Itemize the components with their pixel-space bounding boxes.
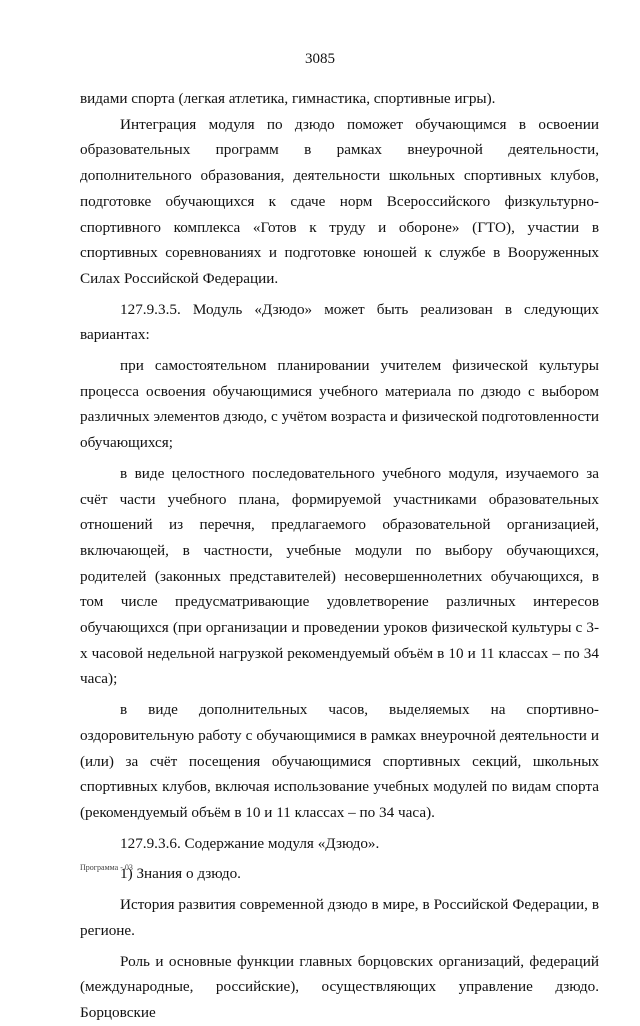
paragraph: видами спорта (легкая атлетика, гимнастика, спортивные игры). bbox=[80, 90, 496, 107]
paragraph: в виде дополнительных часов, выделяемых на спортивно-оздоровительную работу с обучающимися в рамках внеурочной деятельности и (или) за счёт посещения обучающимися спортивных секций, школьных спортивных клубов, включая использование учебных модулей по видам спорта (рекомендуемый объём в 10 и 11 классах – по 34 часа). bbox=[80, 701, 599, 821]
page-number: 3085 bbox=[305, 51, 335, 67]
paragraph: при самостоятельном планировании учителем физической культуры процесса освоения обучающимися учебного материала по дзюдо с выбором различных элементов дзюдо, с учётом возраста и физической подготовленности обучающихся; bbox=[80, 357, 599, 452]
paragraph: Интеграция модуля по дзюдо поможет обучающимся в освоении образовательных программ в рамках внеурочной деятельности, дополнительного образования, деятельности школьных спортивных клубов, подготовке обучающихся к сдаче норм Всероссийского физкультурно-спортивного комплекса «Готов к труду и обороне» (ГТО), участии в спортивных соревнованиях и подготовке юношей к службе в Вооруженных Силах Российской Федерации. bbox=[80, 115, 599, 287]
section-heading: 127.9.3.5. Модуль «Дзюдо» может быть реализован в следующих вариантах: bbox=[80, 300, 599, 344]
subsection-heading: 1) Знания о дзюдо. bbox=[120, 865, 241, 883]
document-body bbox=[80, 86, 599, 1026]
paragraph: История развития современной дзюдо в мире, в Российской Федерации, в регионе. bbox=[80, 896, 599, 939]
paragraph: Роль и основные функции главных борцовских организаций, федераций (международные, российские), осуществляющих управление дзюдо. Борцовские bbox=[80, 952, 599, 1021]
paragraph: в виде целостного последовательного учебного модуля, изучаемого за счёт части учебного плана, формируемой участниками образовательных отношений из перечня, предлагаемого образовательной организацией, включающей, в частности, учебные модули по выбору обучающихся, родителей (законных представителей) несовершеннолетних обучающихся, в том числе предусматривающие удовлетворение различных интересов обучающихся (при организации и проведении уроков физической культуры с 3-х часовой недельной нагрузкой рекомендуемый объём в 10 и 11 классах – по 34 часа); bbox=[80, 464, 599, 688]
section-heading: 127.9.3.6. Содержание модуля «Дзюдо». bbox=[120, 834, 380, 852]
footer-label: Программа - 03 bbox=[80, 863, 133, 872]
